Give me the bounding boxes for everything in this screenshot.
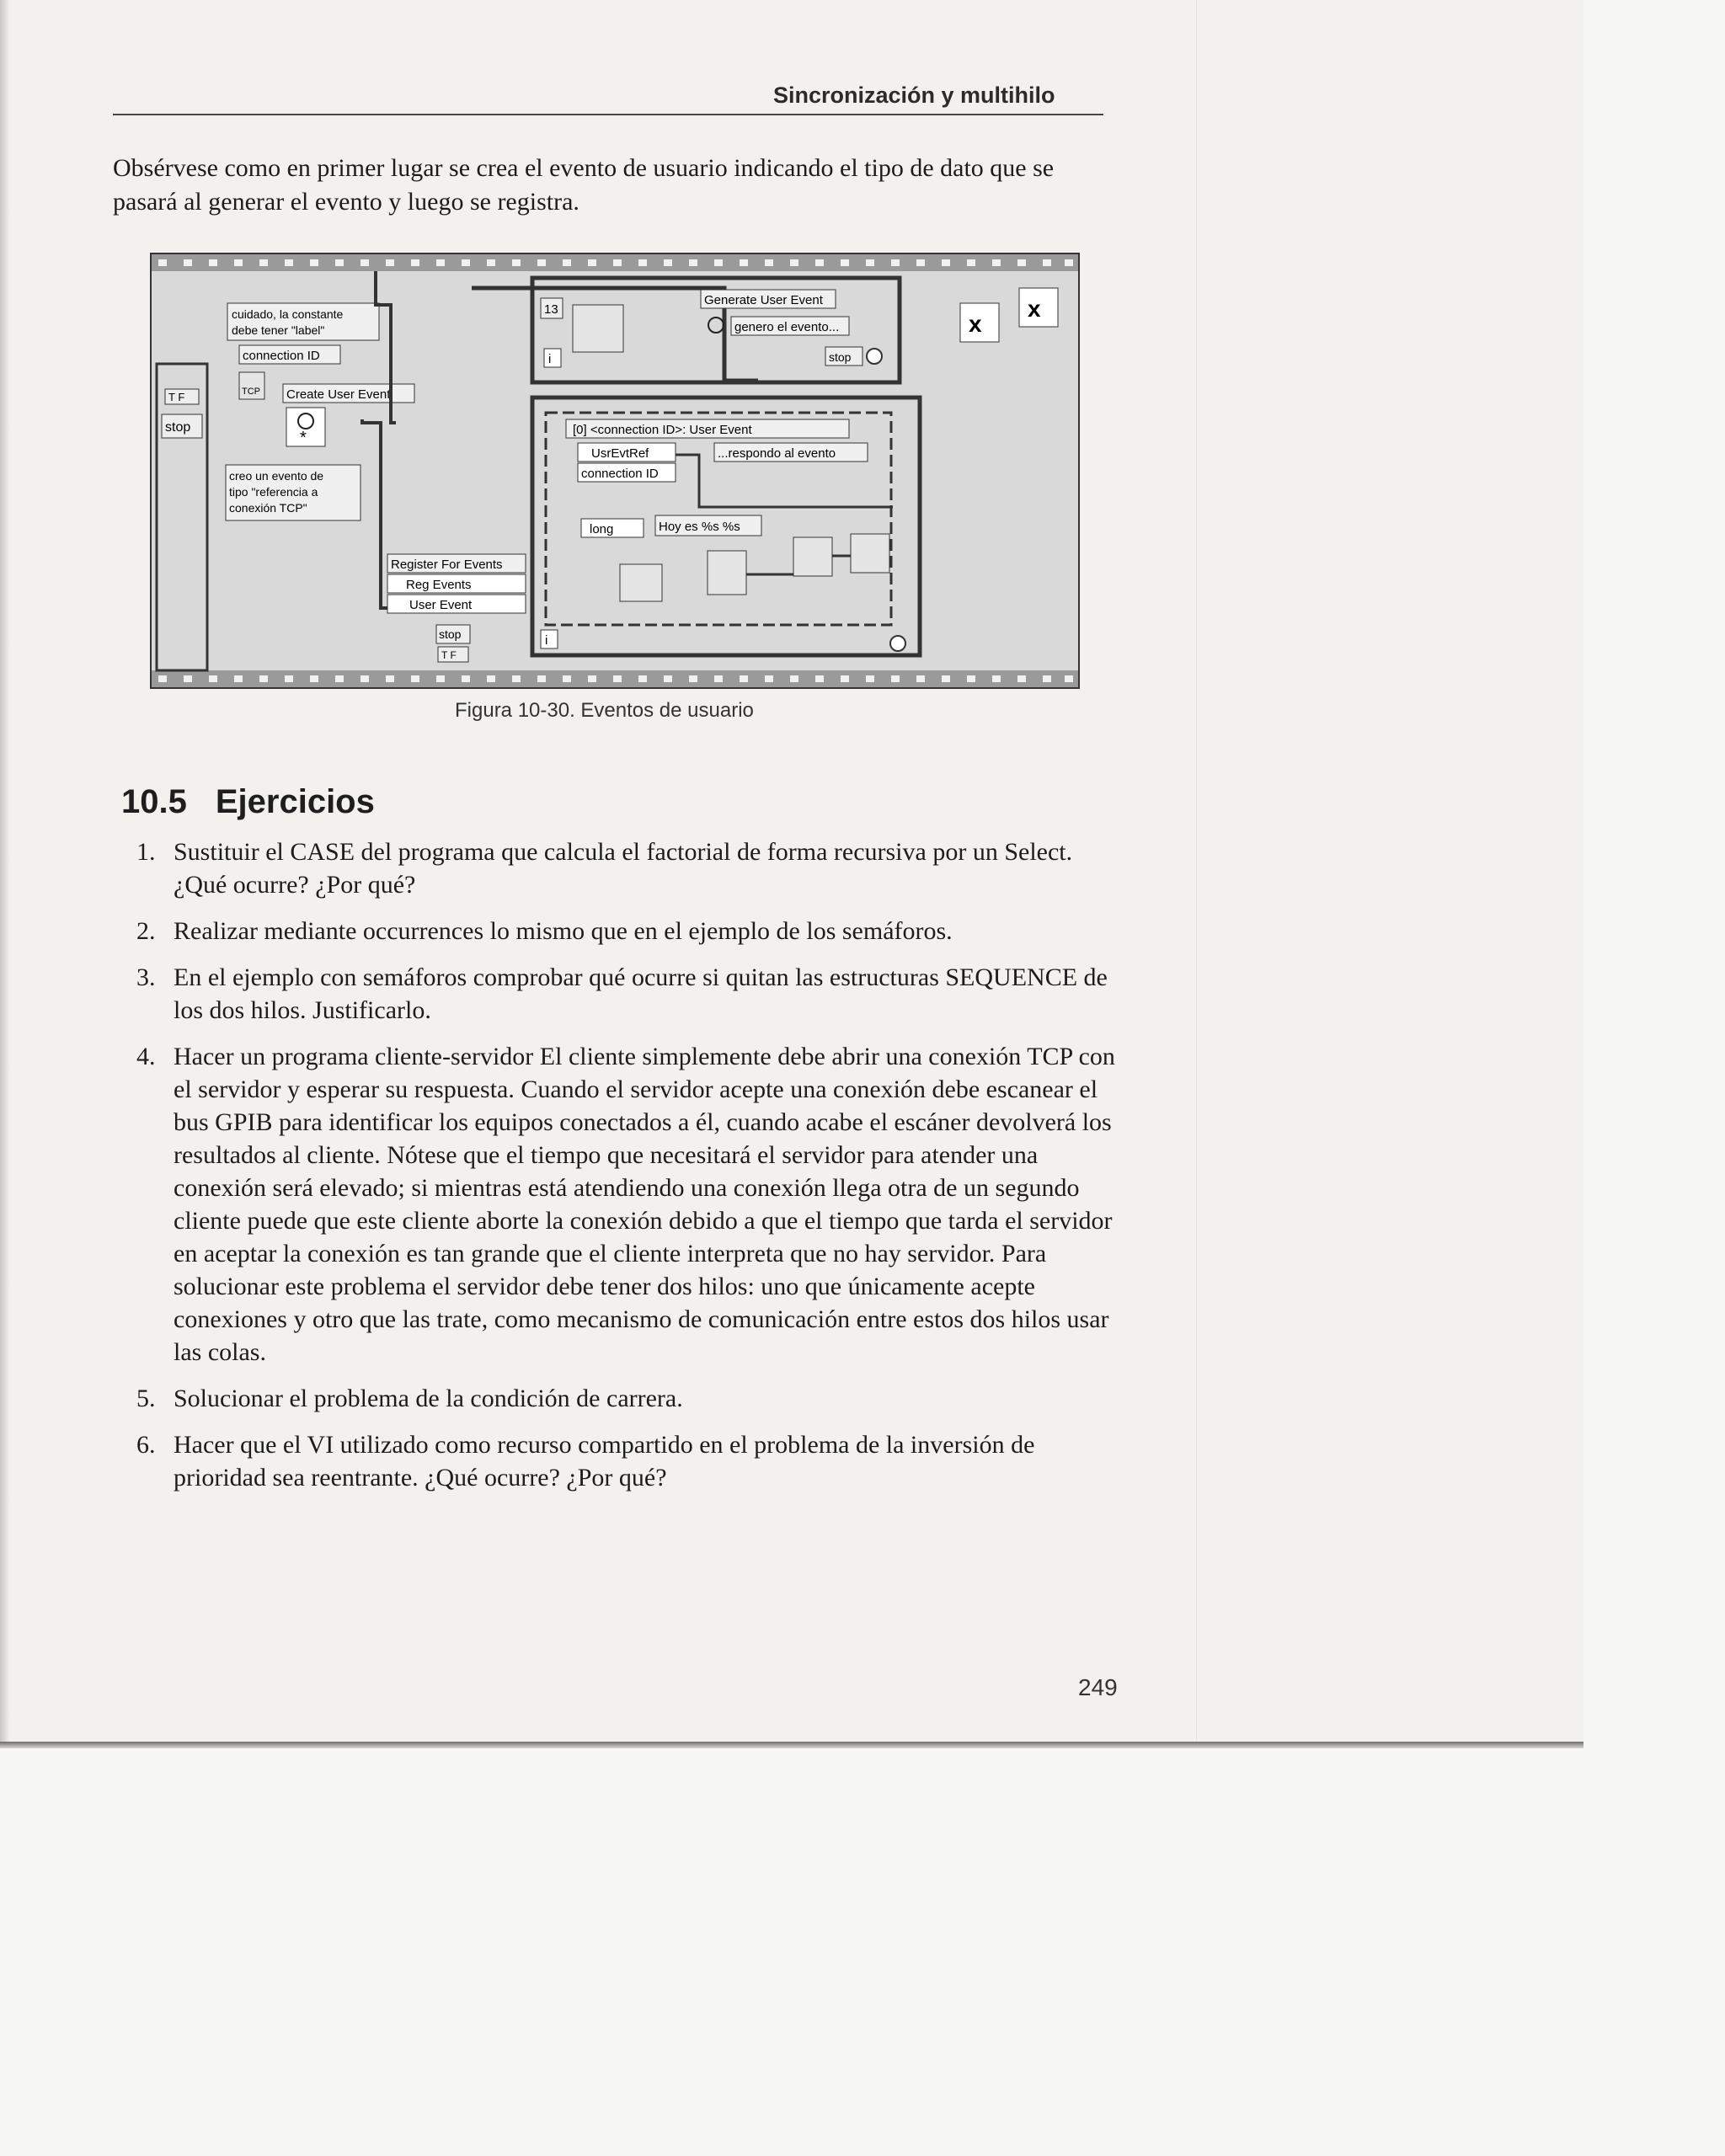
- destroy-x-icon: x: [1028, 296, 1041, 322]
- list-item-text: Hacer un programa cliente-servidor El cliente simplemente debe abrir una conexión TCP con el servidor y esperar su respuesta. Cuando el servidor acepte una conexión debe escanear el bus GPIB para identificar los equipos conectados a él, cuando acabe el escáner devolverá los resultados al cliente. Nótese que el tiempo que necesitará el servidor para atender una conexión será elevado; si mientras está atendiendo una conexión llega otra de un segundo cliente puede que este cliente aborte la conexión debido a que el tiempo que tarda el servidor en aceptar la conexión es tan grande que el cliente interpreta que no hay servidor. Para solucionar este problema el servidor debe tener dos hilos: uno que únicamente acepte conexiones y otro que las trate, como mecanismo de comunicación entre estos dos hilos usar las colas.: [174, 1043, 1115, 1366]
- list-item-text: Hacer que el VI utilizado como recurso compartido en el problema de la inversión de prioridad sea reentrante. ¿Qué ocurre? ¿Por qué?: [174, 1431, 1035, 1492]
- list-item-text: Solucionar el problema de la condición de carrera.: [174, 1385, 683, 1412]
- generate-user-event-label: Generate User Event: [704, 293, 823, 307]
- list-item: [121, 1428, 1115, 1494]
- event-wire: [362, 419, 389, 608]
- comment-label-line2: debe tener "label": [232, 323, 325, 337]
- event-loop-stop-icon: [890, 636, 905, 651]
- page-number: 249: [1078, 1674, 1118, 1700]
- comment-event-line2: tipo "referencia a: [229, 485, 318, 499]
- page-bottom-edge: [0, 1742, 1583, 1748]
- stop-control: stop: [165, 420, 191, 435]
- tcp-label: TCP: [242, 387, 260, 397]
- loop-iteration-top: [544, 349, 561, 367]
- list-item: [121, 835, 1115, 901]
- register-for-events-label: Register For Events: [391, 558, 503, 572]
- page-fold: [1196, 0, 1197, 1743]
- comment-event-line3: conexión TCP": [229, 501, 307, 515]
- header-rule: [113, 114, 1103, 115]
- running-head: Sincronización y multihilo: [773, 83, 1055, 108]
- list-item-number: 2.: [136, 917, 156, 945]
- format-string-label: Hoy es %s %s: [659, 520, 740, 534]
- list-item-number: 6.: [136, 1431, 156, 1459]
- section-title: [121, 783, 375, 821]
- user-event-label: User Event: [409, 598, 473, 612]
- figure-caption: Figura 10-30. Eventos de usuario: [455, 699, 754, 722]
- left-frame: [157, 364, 207, 670]
- genero-evento-label: genero el evento...: [734, 320, 840, 334]
- list-item-number: 5.: [136, 1385, 156, 1412]
- list-item-text: Sustituir el CASE del programa que calcula el factorial de forma recursiva por un Select. ¿Qué ocurre? ¿Por qué?: [174, 838, 1073, 899]
- close-x-icon: x: [969, 311, 982, 337]
- loop-iteration-bottom: [541, 630, 558, 648]
- list-item-number: 1.: [136, 838, 156, 866]
- list-item: [121, 915, 1115, 947]
- exercise-list: [121, 835, 1115, 1508]
- list-item-text: En el ejemplo con semáforos comprobar qué ocurre si quitan las estructuras SEQUENCE de los dos hilos. Justificarlo.: [174, 963, 1108, 1024]
- block-diagram-svg: [152, 254, 1078, 687]
- tcp-close-icon: [851, 534, 889, 573]
- stop-local-label: stop: [829, 350, 852, 364]
- tf-indicator-label: T F: [441, 649, 457, 661]
- date-time-icon: [620, 564, 662, 601]
- tcp-write-icon: [793, 537, 832, 576]
- list-item: [121, 1382, 1115, 1415]
- asterisk-icon: *: [300, 429, 307, 447]
- responde-evento-label: ...respondo al evento: [718, 446, 836, 461]
- comment-label-line1: cuidado, la constante: [232, 307, 344, 321]
- list-item-number: 4.: [136, 1043, 156, 1070]
- connection-id-label: connection ID: [243, 349, 320, 363]
- list-item-text: Realizar mediante occurrences lo mismo que en el ejemplo de los semáforos.: [174, 917, 953, 945]
- reg-events-label: Reg Events: [406, 578, 472, 592]
- tf-constant: T F: [168, 391, 185, 403]
- generate-event-icon: [708, 318, 724, 333]
- intro-paragraph: Obsérvese como en primer lugar se crea el evento de usuario indicando el tipo de dato que se pasará al generar el evento y luego se registra.: [113, 154, 1055, 216]
- comment-event-line1: creo un evento de: [229, 469, 324, 483]
- section-name: Ejercicios: [215, 783, 375, 820]
- loop-iteration-top-label: i: [548, 352, 552, 366]
- loop-stop-icon: [867, 349, 882, 364]
- labview-diagram: [150, 253, 1080, 689]
- create-user-event-label: Create User Event: [286, 387, 391, 402]
- loop-iteration-bottom-label: i: [545, 633, 548, 648]
- format-into-string-icon: [708, 551, 746, 595]
- usr-evt-ref-label: UsrEvtRef: [591, 446, 649, 461]
- event-case-label: [0] <connection ID>: User Event: [573, 423, 752, 437]
- list-item: [121, 961, 1115, 1027]
- tcp-read-icon: [573, 305, 623, 352]
- section-number: 10.5: [121, 783, 187, 820]
- event-connection-id-label: connection ID: [581, 467, 659, 481]
- long-type-label: long: [590, 522, 614, 536]
- list-item-number: 3.: [136, 963, 156, 991]
- count-constant: 13: [544, 302, 558, 317]
- stop-constant-label: stop: [439, 627, 462, 641]
- list-item: [121, 1040, 1115, 1369]
